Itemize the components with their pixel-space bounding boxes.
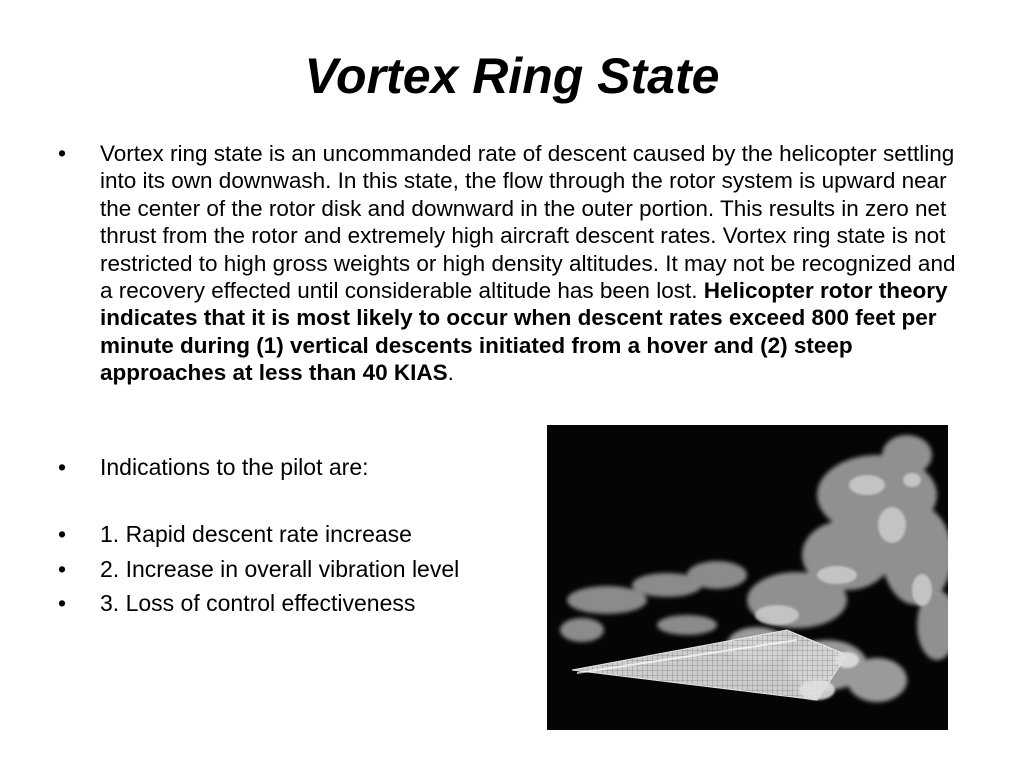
bullet-marker: • [58,556,67,582]
slide-title: Vortex Ring State [304,48,720,104]
definition-end: . [447,360,454,386]
rotor-theory-text: Helicopter rotor theory indicates that it is most likely to occur when descent rates exceed 800 feet per minute during (1) vertical descents initiated from a hover and (2) steep approaches at less than 40 KIAS [100,278,948,386]
bullet-text: Indications to the pilot are: [100,454,369,480]
bullet-indication-3 [58,590,528,620]
bullet-marker: • [58,454,67,480]
bullet-text: 1. Rapid descent rate increase [100,521,412,547]
definition-text: Vortex ring state is an uncommanded rate of descent caused by the helicopter settling into its own downwash. In this state, the flow through the rotor system is upward near the center of the rotor disk and downward in the outer portion. This results in zero net thrust from the rotor and extremely high aircraft descent rates. Vortex ring state is not restricted to high gross weights or high density altitudes. It may not be recognized and a recovery effected until considerable altitude has been lost. [100,141,956,304]
bullet-marker: • [58,521,67,547]
bullet-text: 3. Loss of control effectiveness [100,590,416,616]
bullet-indication-2 [58,556,528,586]
vortex-simulation-graphic [547,425,948,730]
bullet-indication-1 [58,521,528,551]
bullet-text: 2. Increase in overall vibration level [100,556,460,582]
bullet-marker: • [58,140,67,166]
vortex-simulation-image [547,425,948,730]
bullet-definition [58,140,968,420]
bullet-text [100,140,968,387]
bullet-indications [58,454,528,484]
bullet-marker: • [58,590,67,616]
